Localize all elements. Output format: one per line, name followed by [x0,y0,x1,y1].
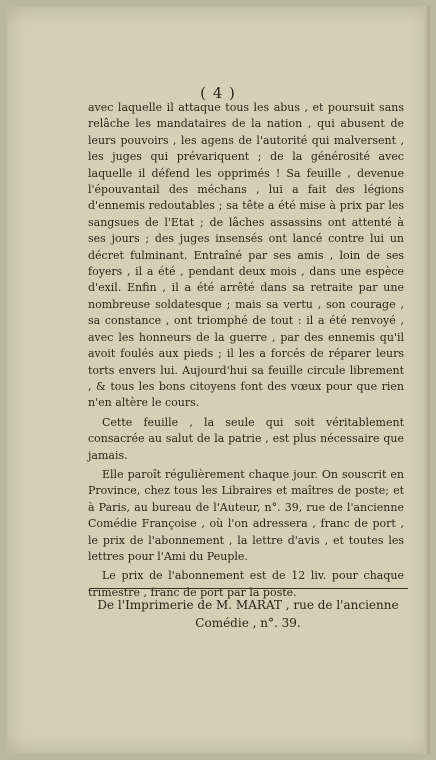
page-number: ( 4 ) [200,84,236,102]
document-page [6,6,430,754]
page-binding-edge [424,6,430,754]
paragraph-4: Le prix de l'abonnement est de 12 liv. pour chaque trimestre , franc de port par la poste. [88,569,404,599]
paragraph-3: Elle paroît régulièrement chaque jour. On souscrit en Province, chez tous les Libraires et maîtres de poste; et à Paris, au bureau de l'Auteur, n°. 39, rue de l'ancienne Comédie Françoise , où l'on adressera , franc de port , le prix de l'abonnement , la lettre d'avis , et toutes les lettres pour l'Ami du Peuple. [88,467,404,563]
paragraph-2: Cette feuille , la seule qui soit véritablement consacrée au salut de la patrie , est plus nécessaire que jamais. [88,415,404,462]
printer-imprint: De l'Imprimerie de M. MARAT , rue de l'ancienne Comédie , n°. 39. [97,598,399,630]
separator-rule [90,588,408,589]
paragraph-1: avec laquelle il attaque tous les abus , et poursuit sans relâche les mandataires de la nation , qui abusent de leurs pouvoirs , les agens de l'autorité qui malversent , les juges qui prévariquent ; de la générosité avec laquelle il défend les opprimés ! Sa feuille , devenue l'épouvantail des méchans , lui a fait des légions d'ennemis redoutables ; sa tête a été mise à prix par les sangsues de l'Etat ; de lâches assassins ont attenté à ses jours ; des juges insensés ont lancé contre lui un décret fulminant. Entraîné par ses amis , loin de ses foyers , il a été , pendant deux mois , dans une espèce d'exil. Enfin , il a été arrêté dans sa retraite par une nombreuse soldatesque ; mais sa vertu , son courage , sa constance , ont triomphé de tout : il a été renvoyé , avec les honneurs de la guerre , par des ennemis qu'il avoit foulés aux pieds ; il les a forcés de réparer leurs torts envers lui. Aujourd'hui sa feuille circule librement , & tous les bons citoyens font des vœux pour que rien n'en altère le cours. [88,101,404,410]
body-text [88,100,404,601]
